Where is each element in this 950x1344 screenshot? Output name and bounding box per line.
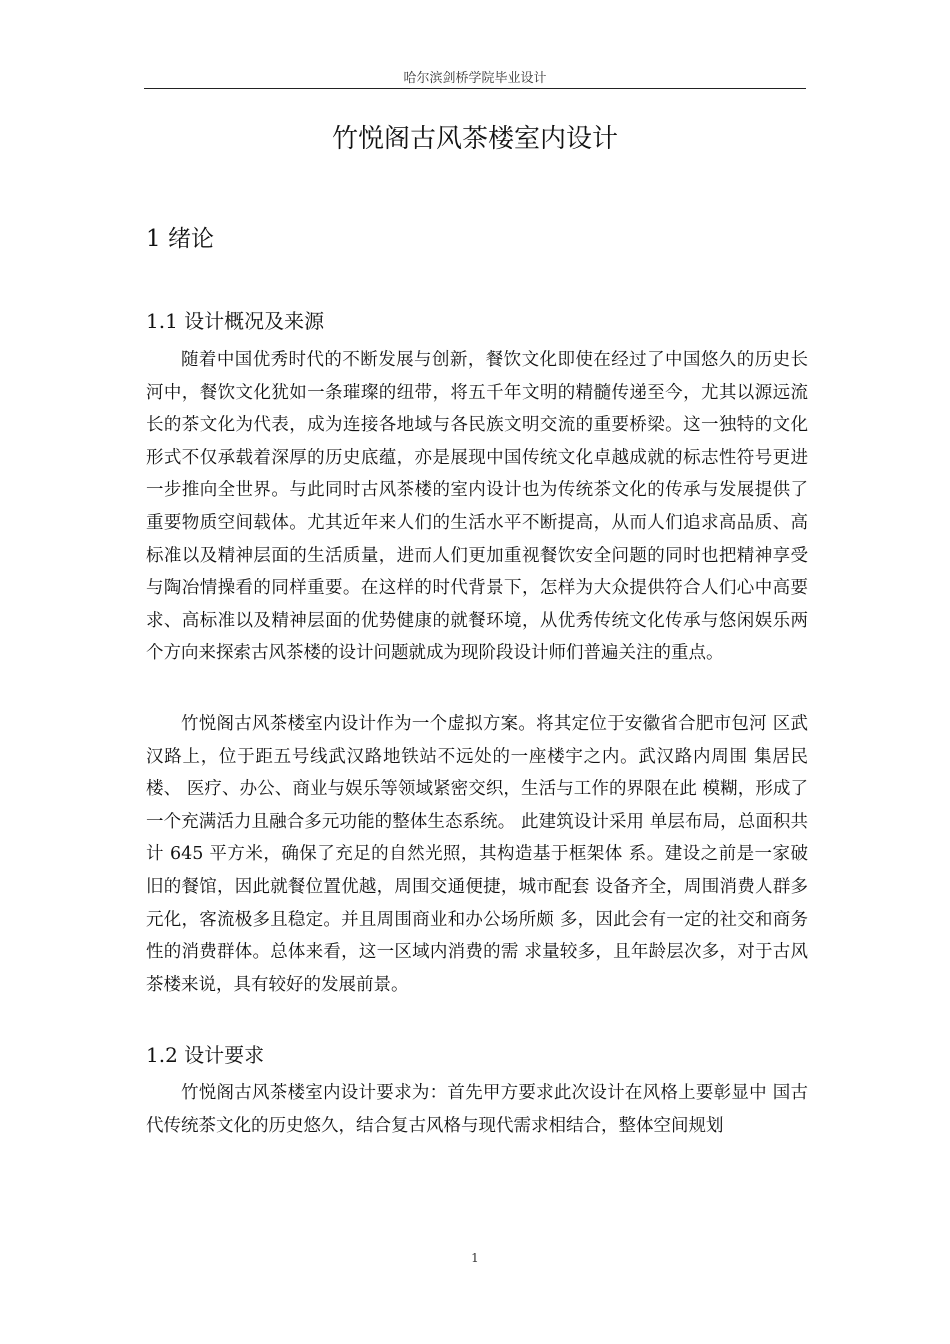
page-number: 1	[471, 1251, 479, 1265]
paragraph: 竹悦阁古风茶楼室内设计要求为：首先甲方要求此次设计在风格上要彰显中 国古代传统茶文化的历史悠久，结合复古风格与现代需求相结合，整体空间规划	[146, 1083, 808, 1136]
paragraph: 竹悦阁古风茶楼室内设计作为一个虚拟方案。将其定位于安徽省合肥市包河 区武汉路上，位于距五号线武汉路地铁站不远处的一座楼宇之内。武汉路内周围 集居民楼、 医疗、办公、商业与娱乐等领域紧密交织，生活与工作的界限在此 模糊，形成了一个充满活力且融合多元功能的整体生态系统。 此建筑设计采用 单层布局，总面积共计 645 平方米，确保了充足的自然光照，其构造基于框架体 系。建设之前是一家破旧的餐馆，因此就餐位置优越，周围交通便捷，城市配套 设备齐全，周围消费人群多元化，客流极多且稳定。并且周围商业和办公场所颇 多，因此会有一定的社交和商务性的消费群体。总体来看，这一区域内消费的需 求量较多，且年龄层次多，对于古风茶楼来说，具有较好的发展前景。	[146, 714, 808, 995]
header-divider	[144, 88, 806, 89]
section-heading-1-1: 1.1 设计概况及来源	[146, 309, 325, 333]
chapter-heading: 1 绪论	[146, 226, 214, 252]
running-header: 哈尔滨剑桥学院毕业设计	[403, 71, 547, 86]
paragraph: 随着中国优秀时代的不断发展与创新，餐饮文化即使在经过了中国悠久的历史长河中，餐饮文化犹如一条璀璨的纽带，将五千年文明的精髓传递至今，尤其以源远流长的茶文化为代表，成为连接各地域与各民族文明交流的重要桥梁。这一独特的文化形式不仅承载着深厚的历史底蕴，亦是展现中国传统文化卓越成就的标志性符号更进一步推向全世界。与此同时古风茶楼的室内设计也为传统茶文化的传承与发展提供了重要物质空间载体。尤其近年来人们的生活水平不断提高，从而人们追求高品质、高标准以及精神层面的生活质量，进而人们更加重视餐饮安全问题的同时也把精神享受与陶冶情操看的同样重要。在这样的时代背景下，怎样为大众提供符合人们心中高要求、高标准以及精神层面的优势健康的就餐环境，从优秀传统文化传承与悠闲娱乐两个方向来探索古风茶楼的设计问题就成为现阶段设计师们普遍关注的重点。	[146, 350, 808, 664]
document-title: 竹悦阁古风茶楼室内设计	[331, 124, 618, 154]
section-heading-1-2: 1.2 设计要求	[146, 1043, 265, 1067]
